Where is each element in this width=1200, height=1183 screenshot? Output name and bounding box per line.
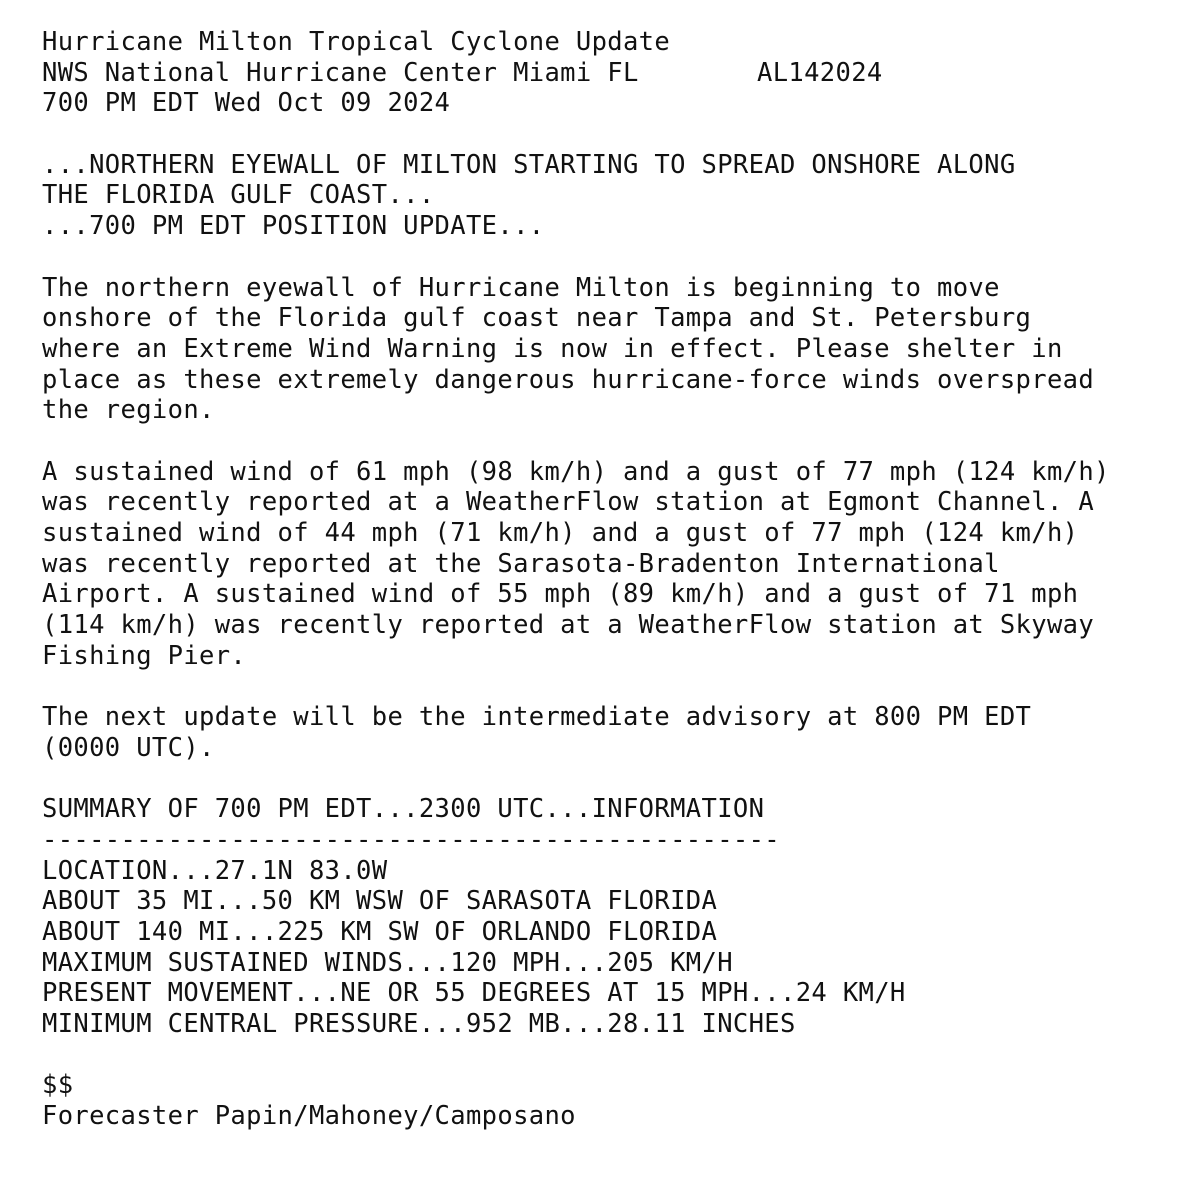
paragraph-line: where an Extreme Wind Warning is now in effect. Please shelter in — [42, 333, 1063, 364]
eyewall-paragraph — [42, 273, 1172, 426]
paragraph-line: was recently reported at the Sarasota-Bradenton International — [42, 548, 1000, 579]
summary-distance-orlando: ABOUT 140 MI...225 KM SW OF ORLANDO FLORIDA — [42, 916, 718, 947]
summary-rule: ----------------------------------------------- — [42, 824, 781, 855]
paragraph-line: (0000 UTC). — [42, 732, 215, 763]
spacer — [42, 764, 1172, 795]
summary-max-winds: MAXIMUM SUSTAINED WINDS...120 MPH...205 KM/H — [42, 947, 733, 978]
spacer — [42, 119, 1172, 150]
paragraph-line: Fishing Pier. — [42, 640, 247, 671]
summary-heading: SUMMARY OF 700 PM EDT...2300 UTC...INFORMATION — [42, 794, 765, 825]
office-row — [42, 58, 1172, 89]
paragraph-line: The next update will be the intermediate advisory at 800 PM EDT — [42, 702, 1032, 733]
headline-line: THE FLORIDA GULF COAST... — [42, 180, 435, 211]
headlines — [42, 150, 1172, 242]
spacer — [42, 242, 1172, 273]
headline-line: ...NORTHERN EYEWALL OF MILTON STARTING TO SPREAD ONSHORE ALONG — [42, 149, 1016, 180]
issue-time: 700 PM EDT Wed Oct 09 2024 — [42, 88, 451, 119]
spacer — [42, 426, 1172, 457]
paragraph-line: place as these extremely dangerous hurricane-force winds overspread — [42, 364, 1095, 395]
forecaster-credit: Forecaster Papin/Mahoney/Camposano — [42, 1101, 576, 1132]
paragraph-line: sustained wind of 44 mph (71 km/h) and a gust of 77 mph (124 km/h) — [42, 518, 1079, 548]
headline-line: ...700 PM EDT POSITION UPDATE... — [42, 211, 545, 242]
bulletin-footer — [42, 1070, 1172, 1131]
summary-movement: PRESENT MOVEMENT...NE OR 55 DEGREES AT 15 MPH...24 KM/H — [42, 978, 906, 1009]
summary-location: LOCATION...27.1N 83.0W — [42, 855, 388, 886]
paragraph-line: onshore of the Florida gulf coast near Tampa and St. Petersburg — [42, 303, 1032, 334]
summary-pressure: MINIMUM CENTRAL PRESSURE...952 MB...28.11 INCHES — [42, 1009, 796, 1039]
end-marker: $$ — [42, 1070, 74, 1101]
bulletin-header — [42, 27, 1172, 119]
spacer — [42, 1040, 1172, 1071]
paragraph-line: Airport. A sustained wind of 55 mph (89 km/h) and a gust of 71 mph — [42, 579, 1079, 610]
next-update-paragraph — [42, 702, 1172, 763]
summary-distance-sarasota: ABOUT 35 MI...50 KM WSW OF SARASOTA FLORIDA — [42, 886, 718, 917]
paragraph-line: The northern eyewall of Hurricane Milton is beginning to move — [42, 272, 1000, 303]
paragraph-line: A sustained wind of 61 mph (98 km/h) and a gust of 77 mph (124 km/h) — [42, 456, 1110, 487]
spacer — [42, 671, 1172, 702]
paragraph-line: the region. — [42, 395, 215, 426]
wind-reports-paragraph — [42, 457, 1172, 672]
bulletin-title: Hurricane Milton Tropical Cyclone Update — [42, 27, 671, 57]
issuing-office: NWS National Hurricane Center Miami FL — [42, 57, 639, 88]
summary-section — [42, 794, 1172, 1040]
paragraph-line: (114 km/h) was recently reported at a WeatherFlow station at Skyway — [42, 610, 1095, 641]
advisory-bulletin — [42, 27, 1172, 1132]
storm-id: AL142024 — [757, 57, 883, 88]
paragraph-line: was recently reported at a WeatherFlow station at Egmont Channel. A — [42, 487, 1095, 518]
